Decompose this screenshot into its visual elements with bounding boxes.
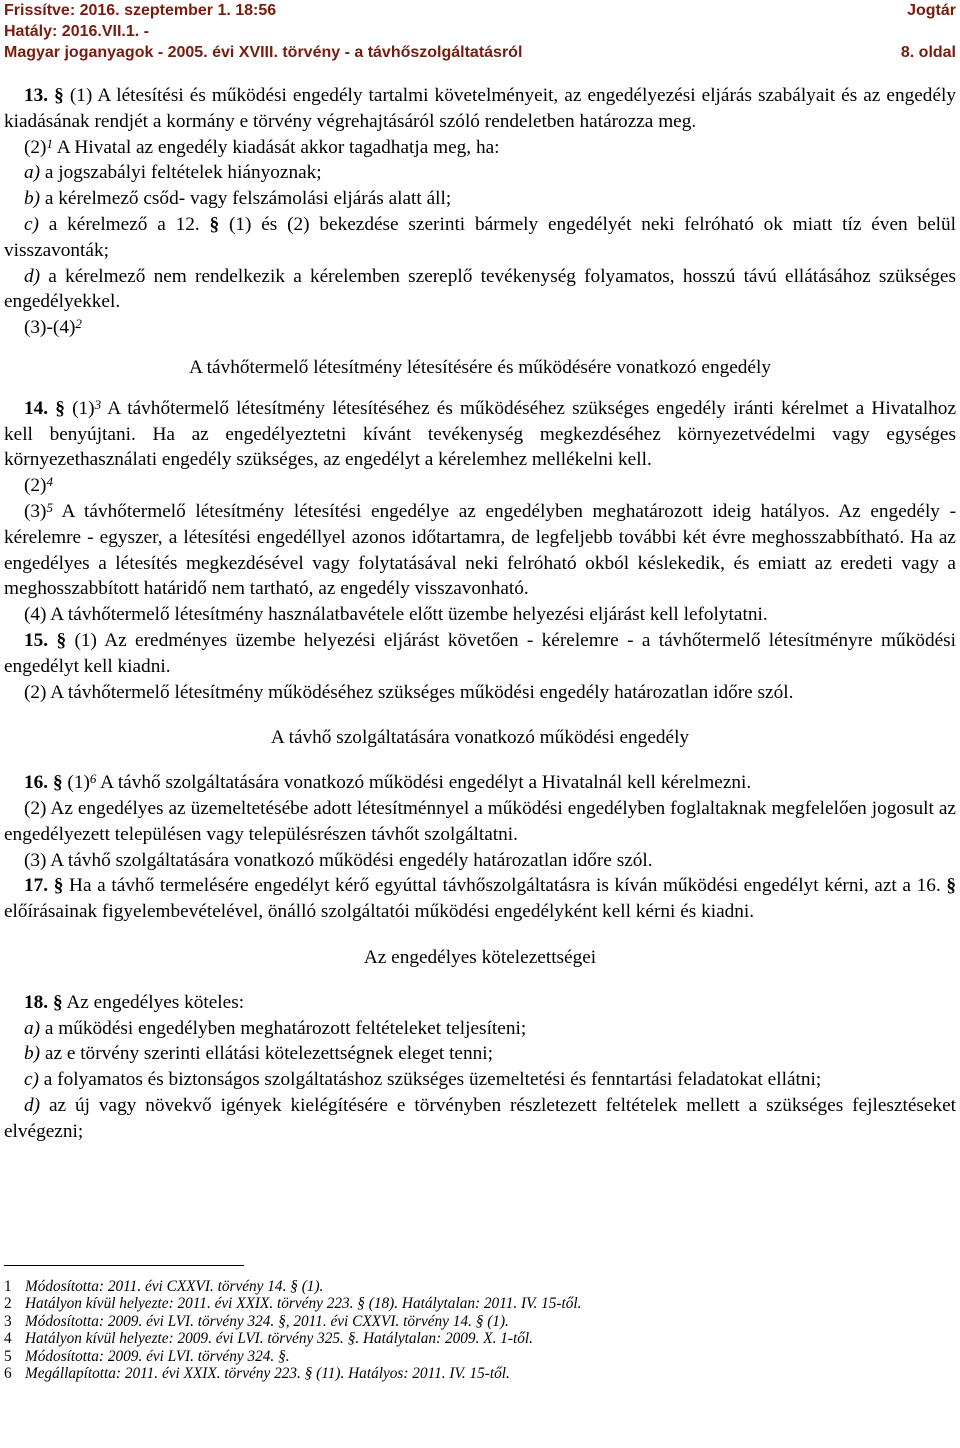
paragraph-symbol: §: [946, 875, 956, 897]
section-13-point-c: [4, 212, 956, 264]
section-13-para-3-4: [4, 315, 956, 341]
point-text: a működési engedélyben meghatározott feltételeket teljesíteni;: [40, 1017, 527, 1039]
footnote-number: 2: [4, 1295, 12, 1313]
header-row-3: [4, 42, 956, 63]
footnote-ref[interactable]: 3: [94, 396, 102, 412]
section-16-para-1: [4, 770, 956, 796]
paragraph-symbol: §: [55, 397, 65, 419]
section-18-point-b: [4, 1041, 956, 1067]
section-14-para-4: [4, 602, 956, 628]
point-text: a kérelmező nem rendelkezik a kérelemben szereplő tevékenység folyamatos, hosszú távú ellátásához szükséges engedélyekkel.: [4, 265, 956, 313]
footnote-5: [4, 1348, 956, 1365]
paragraph-text: előírásainak figyelembevételével, önálló szolgáltatói működési engedélyként kell kérni és kiadni.: [4, 901, 755, 923]
paragraph-text: A Hivatal az engedély kiadását akkor tagadhatja meg, ha:: [52, 136, 500, 158]
point-text: az új vagy növekvő igények kielégítésére e törvényben részletezett feltételek mellett a szükséges fejlesztéseket elvégezni;: [4, 1094, 956, 1142]
subheading-3: Az engedélyes kötelezettségei: [363, 946, 597, 968]
section-13-para-1: [4, 83, 956, 135]
effective-date: Hatály: 2016.VII.1. -: [4, 23, 149, 40]
section-15-para-1: [4, 628, 956, 680]
section-13-para-2: [4, 135, 956, 161]
point-label: b): [24, 188, 41, 210]
header-row-1: [4, 0, 956, 21]
footnote-number: 1: [4, 1278, 12, 1295]
footnote-ref[interactable]: 2: [75, 316, 82, 332]
footnote-text: Megállapította: 2011. évi XXIX. törvény 223. § (11). Hatályos: 2011. IV. 15-től.: [25, 1365, 510, 1383]
section-16-para-2: [4, 796, 956, 848]
footnote-3: [4, 1313, 956, 1330]
paragraph-lead: (1): [62, 772, 90, 794]
paragraph-symbol: §: [52, 991, 63, 1013]
footnote-number: 5: [4, 1347, 12, 1365]
section-14-para-1: [4, 396, 956, 473]
footnotes: [4, 1265, 956, 1382]
section-number: 15.: [24, 629, 49, 651]
header-row-2: [4, 21, 956, 42]
point-label: b): [24, 1043, 41, 1065]
paragraph-lead: (3): [24, 500, 47, 522]
point-label: a): [24, 162, 41, 184]
paragraph-symbol: §: [53, 875, 64, 897]
paragraph-text: Ha a távhő termelésére engedélyt kérő egyúttal távhőszolgáltatásra is kíván működési engedélyt kérni, azt a 16.: [63, 875, 947, 897]
paragraph-lead: (2): [24, 475, 47, 497]
footnote-divider: [4, 1265, 244, 1266]
footnote-ref[interactable]: 1: [46, 135, 53, 151]
footnote-number: 3: [4, 1312, 12, 1330]
paragraph-lead: (3)-(4): [24, 317, 76, 339]
subheading-2: A távhő szolgáltatására vonatkozó működési engedély: [270, 727, 690, 749]
footnote-4: [4, 1330, 956, 1347]
point-text: a kérelmező a 12.: [38, 213, 210, 235]
point-text: az e törvény szerinti ellátási kötelezettségnek eleget tenni;: [40, 1043, 493, 1065]
paragraph-text: A távhő szolgáltatására vonatkozó működési engedélyt a Hivatalnál kell kérelmezni.: [96, 772, 752, 794]
section-number: 16.: [24, 772, 49, 794]
footnote-text: Módosította: 2011. évi CXXVI. törvény 14. § (1).: [25, 1278, 324, 1295]
section-number: 14.: [24, 397, 49, 419]
point-label: d): [24, 265, 41, 287]
paragraph-text: (2) A távhőtermelő létesítmény működéséhez szükséges működési engedély határozatlan időre szól.: [24, 681, 794, 703]
section-number: 17.: [24, 875, 49, 897]
paragraph-text: (2) Az engedélyes az üzemeltetésébe adott létesítménnyel a működési engedélyben foglaltaknak megfelelően jogosult az engedélyezett településen vagy településrészen távhőt szolgáltatni.: [4, 797, 956, 845]
footnote-2: [4, 1295, 956, 1312]
section-13-point-b: [4, 186, 956, 212]
paragraph-text: (1) Az eredményes üzembe helyezési eljárást követően - kérelemre - a távhőtermelő létesítményre működési engedélyt kell kiadni.: [4, 629, 956, 677]
section-15-para-2: [4, 680, 956, 706]
section-13-point-a: [4, 160, 956, 186]
document-title: Magyar joganyagok - 2005. évi XVIII. törvény - a távhőszolgáltatásról: [4, 44, 523, 61]
paragraph-text: Az engedélyes köteles:: [62, 991, 245, 1013]
section-18-point-a: [4, 1016, 956, 1042]
section-13-point-d: [4, 264, 956, 316]
footnote-ref[interactable]: 6: [89, 771, 97, 787]
paragraph-lead: (2): [24, 136, 47, 158]
paragraph-lead: (1): [72, 397, 95, 419]
paragraph-symbol: §: [54, 85, 64, 106]
point-text: a jogszabályi feltételek hiányoznak;: [40, 162, 322, 184]
point-text: (1) és (2) bekezdése szerinti bármely engedélyét neki felróható ok miatt tíz éven belül visszavonták;: [4, 213, 957, 261]
point-label: c): [24, 1069, 39, 1091]
paragraph-text: (3) A távhő szolgáltatására vonatkozó működési engedély határozatlan időre szól.: [24, 849, 653, 871]
point-label: c): [24, 213, 39, 235]
footnote-number: 4: [4, 1330, 12, 1348]
paragraph-symbol: §: [52, 772, 63, 794]
paragraph-text: (1) A létesítési és működési engedély tartalmi követelményeit, az engedélyezési eljárás szabályait és az engedély kiadásának rendjét a kormány e törvény végrehajtásáról szóló rendeletben határozza meg.: [4, 85, 957, 132]
footnote-number: 6: [4, 1365, 12, 1383]
footnote-ref[interactable]: 5: [46, 499, 53, 515]
point-text: a folyamatos és biztonságos szolgáltatáshoz szükséges üzemeltetési és fenntartási feladatokat ellátni;: [38, 1069, 822, 1091]
section-14-para-2: [4, 473, 956, 499]
footnote-text: Módosította: 2009. évi LVI. törvény 324. §.: [25, 1347, 290, 1365]
point-label: d): [24, 1094, 41, 1116]
subheading-1: A távhőtermelő létesítmény létesítésére és működésére vonatkozó engedély: [189, 356, 771, 378]
point-label: a): [24, 1017, 41, 1039]
paragraph-symbol: §: [56, 629, 67, 651]
paragraph-text: A távhőtermelő létesítmény létesítési engedélye az engedélyben meghatározott ideig hatályos. Az engedély - kérelemre - egyszer, a létesítési engedéllyel azonos időtartamra, de legfeljebb további két évre meghosszabbítható. Ha az engedélyes a létesítés megkezdésével vagy folytatásával neki felróható okból késlekedik, és emiatt az eredeti vagy a meghosszabbított határidő nem tartható, az engedély visszavonható.: [4, 500, 956, 600]
section-number: 13.: [24, 85, 49, 106]
footnote-ref[interactable]: 4: [46, 474, 53, 490]
paragraph-text: (4) A távhőtermelő létesítmény használatbavétele előtt üzembe helyezési eljárást kell lefolytatni.: [24, 604, 768, 626]
section-18-point-c: [4, 1067, 956, 1093]
footnote-text: Hatályon kívül helyezte: 2009. évi LVI. törvény 325. §. Hatálytalan: 2009. X. 1-től.: [25, 1330, 533, 1348]
section-18-point-d: [4, 1093, 956, 1145]
footnote-text: Módosította: 2009. évi LVI. törvény 324. §, 2011. évi CXXVI. törvény 14. § (1).: [25, 1312, 509, 1330]
point-text: a kérelmező csőd- vagy felszámolási eljárás alatt áll;: [40, 188, 452, 210]
section-16-para-3: [4, 848, 956, 874]
page-header: [4, 0, 956, 63]
section-number: 18.: [24, 991, 49, 1013]
updated-timestamp: Frissítve: 2016. szeptember 1. 18:56: [4, 2, 277, 19]
document-body: [4, 83, 956, 1144]
publisher-name: Jogtár: [907, 2, 956, 19]
section-18-lead: [4, 990, 956, 1016]
paragraph-text: A távhőtermelő létesítmény létesítéséhez és működéséhez szükséges engedély iránti kérelmet a Hivatalhoz kell benyújtani. Ha az engedélyeztetni kívánt tevékenység megkezdéséhez környezetvédelmi vagy egységes környezethasználati engedély szükséges, az engedélyt a kérelemhez mellékelni kell.: [4, 397, 957, 471]
footnote-6: [4, 1365, 956, 1382]
section-14-para-3: [4, 499, 956, 602]
paragraph-symbol: §: [209, 213, 220, 235]
footnote-text: Hatályon kívül helyezte: 2011. évi XXIX. törvény 223. § (18). Hatálytalan: 2011. IV. 15-től.: [25, 1295, 582, 1313]
page-number: 8. oldal: [900, 44, 956, 61]
section-17-para-1: [4, 873, 956, 925]
footnote-1: [4, 1278, 956, 1295]
